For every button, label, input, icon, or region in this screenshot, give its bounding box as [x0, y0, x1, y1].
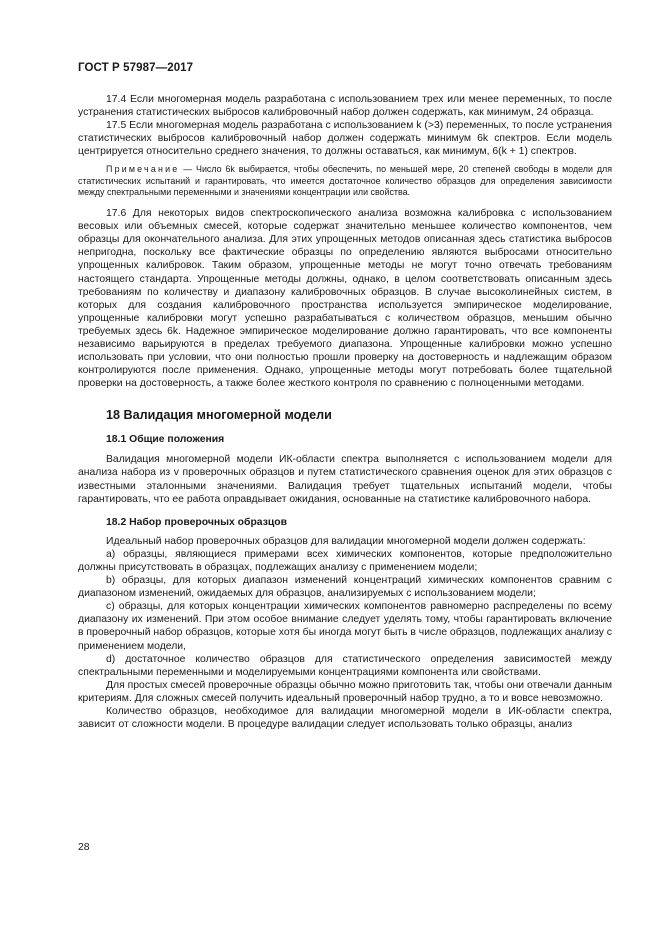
note-paragraph	[78, 164, 612, 198]
paragraph-18-1: Валидация многомерной модели ИК-области спектра выполняется с использованием модели для анализа набора из v проверочных образцов и путем статистического сравнения оценок для этих образцов с известными эталонными значениями. Валидация требует тщательных испытаний модели, чтобы гарантировать, что ее работа оправдывает ожидания, основанные на статистике калибровочного набора.	[78, 454, 612, 505]
subsection-18-2-heading: 18.2 Набор проверочных образцов	[106, 516, 287, 528]
paragraph-18-2-intro: Идеальный набор проверочных образцов для валидации многомерной модели должен содержать:	[106, 535, 586, 547]
document-header: ГОСТ Р 57987—2017	[78, 62, 194, 74]
paragraph-17-5: 17.5 Если многомерная модель разработана с использованием k (>3) переменных, то после устранения статистических выбросов калибровочный набор должен содержать минимум 6k спектров. Если модель центрируется относительно среднего значения, то должны оставаться, как минимум, 6(k + 1) спектров.	[78, 120, 612, 158]
list-item-b: b) образцы, для которых диапазон изменений концентраций химических компонентов сравним с диапазоном изменений, ожидаемых для образцов, анализируемых с использованием модели;	[78, 575, 612, 600]
list-item-c: c) образцы, для которых концентрации химических компонентов равномерно распределены по всему диапазону их изменений. При этом особое внимание следует уделять тому, чтобы гарантировать включение в проверочный набор образцов, которые хотя бы иногда могут быть в числе образцов, подлежащих анализу с применением модели,	[78, 601, 612, 652]
paragraph-17-4: 17.4 Если многомерная модель разработана с использованием трех или менее переменных, то после устранения статистических выбросов калибровочный набор должен содержать, как минимум, 24 образца.	[78, 94, 612, 119]
note-label: Примечание	[106, 164, 180, 175]
page-number: 28	[78, 842, 90, 853]
page-content	[78, 93, 612, 731]
subsection-18-1-heading: 18.1 Общие положения	[106, 434, 225, 446]
note-text: — Число 6k выбирается, чтобы обеспечить, по меньшей мере, 20 степеней свободы в модели для статистических испытаний и гарантировать, что имеется достаточное количество образцов для определения зависимости между спектральными переменными и значениями концентрации или свойства.	[78, 164, 612, 197]
section-18-heading: 18 Валидация многомерной модели	[106, 408, 332, 423]
paragraph-17-6: 17.6 Для некоторых видов спектроскопического анализа возможна калибровка с использованием весовых или объемных смесей, которые содержат значительно меньшее количество компонентов, чем образцы для окончательного анализа. Для этих упрощенных методов описанная здесь статистика выбросов непригодна, поскольку все фактические образцы по определению являются выбросами относительно упрощенных калибровок. Таким образом, упрощенные методы не могут точно отвечать требованиям настоящего стандарта. Упрощенные методы должны, однако, в целом соответствовать описанным здесь требованиям по количеству и диапазону калибровочных образцов. В случае высоколинейных систем, в которых для создания калибровочного пространства используется эмпирическое моделирование, упрощенные калибровки могут успешно разрабатываться с количеством образцов, меньшим обычно требуемых здесь 6k. Надежное эмпирическое моделирование должно гарантировать, что все компоненты независимо варьируются в пределах требуемого диапазона. Упрощенные калибровки можно успешно использовать при условии, что они полностью прошли проверку на достоверность и надлежащим образом контролируются после применения. Однако, упрощенные методы могут потребовать более тщательной проверки на достоверность, а также более жесткого контроля по сравнению с полноценными методами.	[78, 208, 612, 390]
paragraph-sample-count: Количество образцов, необходимое для валидации многомерной модели в ИК-области спектра, зависит от сложности модели. В процедуре валидации следует использовать только образцы, анализ	[78, 705, 612, 731]
list-item-d: d) достаточное количество образцов для статистического определения зависимостей между спектральными переменными и моделируемыми концентрациями компонента или свойствами.	[78, 653, 612, 678]
list-item-a: а) образцы, являющиеся примерами всех химических компонентов, которые предположительно должны присутствовать в образцах, подлежащих анализу с применением модели;	[78, 548, 612, 573]
paragraph-simple-mixtures: Для простых смесей проверочные образцы обычно можно приготовить так, чтобы они отвечали данным критериям. Для сложных смесей получить идеальный проверочный набор трудно, а то и вовсе невозможно.	[78, 679, 612, 704]
